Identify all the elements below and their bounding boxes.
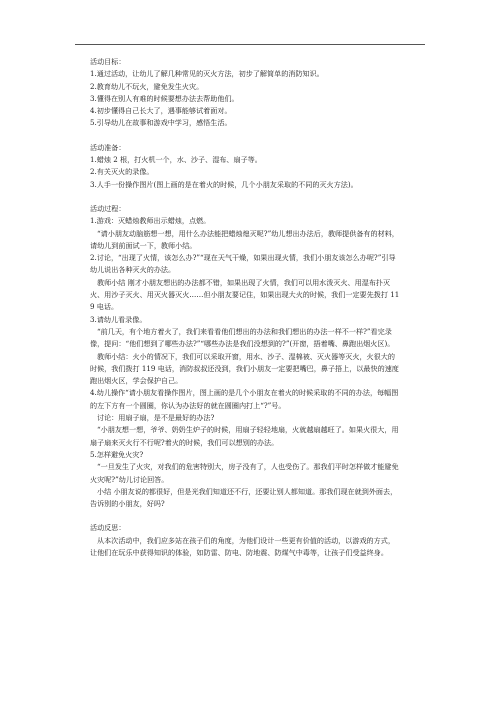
paragraph: 2.讨论，“出现了火情，该怎么办?”“现在天气干燥，如果出现火情，我们小朋友该怎么办呢?”引导幼儿说出各种灭火的办法。 bbox=[90, 253, 396, 275]
paragraph: “请小朋友动脑筋想一想，用什么办法能把蜡烛熄灭呢?”幼儿想出办法后，教师提供备有的材料，请幼儿到前面试一下，教师小结。 bbox=[90, 228, 399, 250]
paragraph: “一旦发生了火灾，对我们的危害特别大，房子没有了，人也受伤了。那我们平时怎样做才能避免火灾呢?”幼儿讨论回答。 bbox=[90, 462, 399, 484]
paragraph: “小朋友想一想，爷爷、奶奶生炉子的时候，用扇子轻轻地扇，火就越扇越旺了。如果火很大，用扇子扇来灭火行不行呢?着火的时候，我们可以想别的办法。 bbox=[90, 425, 399, 447]
paragraph: 3.人手一份操作图片(图上画的是在着火的时候，几个小朋友采取的不同的灭火方法)。 bbox=[90, 179, 358, 189]
paragraph: 3.懂得在别人有难的时候要想办法去帮助他们。 bbox=[90, 93, 239, 103]
section-process bbox=[90, 203, 402, 510]
section-goals bbox=[90, 56, 402, 130]
section-title: 活动反思： bbox=[90, 523, 126, 533]
paragraph: 4.初步懂得自己长大了，遇事能够试着面对。 bbox=[90, 106, 232, 116]
paragraph: 小结 小朋友说的都很好，但是光我们知道还不行，还要让别人都知道。那我们现在就到外面去，告诉别的小朋友，好吗? bbox=[90, 486, 398, 509]
paragraph: 5.怎样避免火灾? bbox=[90, 449, 144, 459]
section-title: 活动目标： bbox=[90, 57, 126, 66]
paragraph: 2.教育幼儿不玩火，避免发生火灾。 bbox=[90, 81, 204, 91]
paragraph: “前几天，有个地方着火了，我们来看看他们想出的办法和我们想出的办法一样不一样?”看完录像，提问：“他们想到了哪些办法?”“哪些办法是我们没想到的?”(开窗，捂着嘴、鼻跑出烟火区)。 bbox=[90, 326, 395, 349]
section-reflection bbox=[90, 522, 402, 559]
paragraph: 1.蜡烛 2 根，打火机一个，水、沙子、湿布、扇子等。 bbox=[90, 155, 262, 165]
paragraph: 教师小结：火小的情况下，我们可以采取开窗，用水、沙子、湿棉被、灭火器等灭火，火很大的时候，我们拨打 119 电话，消防叔叔还没到，我们小朋友一定要把嘴巴，鼻子捂上，以最快的速度跑出烟火区，学会保护自己。 bbox=[90, 351, 399, 386]
header-rule bbox=[75, 44, 425, 45]
section-title: 活动过程： bbox=[90, 203, 126, 213]
paragraph: 1.通过活动，让幼儿了解几种常见的灭火方法，初步了解简单的消防知识。 bbox=[90, 69, 324, 79]
paragraph: 2.有关灭火的录像。 bbox=[90, 167, 154, 177]
paragraph: 讨论：用扇子扇，是不是最好的办法? bbox=[97, 413, 215, 423]
paragraph: 4.幼儿操作“请小朋友看操作图片，图上画的是几个小朋友在着火的时候采取的不同的办法，每幅图的左下方有一个圆圈，你认为办法好的就在圆圈内打上“?”号。 bbox=[90, 388, 399, 410]
paragraph: 3.请幼儿看录像。 bbox=[90, 314, 147, 324]
paragraph: 1.游戏：灭蜡烛教师出示蜡烛，点燃。 bbox=[90, 216, 211, 226]
paragraph: 教师小结 刚才小朋友想出的办法都不错，如果出现了火情，我们可以用水泼灭火、用湿布扑灭火、用沙子灭火、用灭火器灭火……但小朋友要记住，如果出现大火的时候，我们一定要先拨打 119 电话。 bbox=[90, 277, 400, 312]
section-preparation bbox=[90, 142, 402, 191]
section-title: 活动准备： bbox=[90, 142, 126, 152]
paragraph: 5.引导幼儿在故事和游戏中学习，感悟生活。 bbox=[90, 118, 232, 128]
paragraph: 从本次活动中，我们应多站在孩子们的角度，为他们设计一些更有价值的活动，以游戏的方式，让他们在玩乐中获得知识的体验，如防雷、防电、防地震、防煤气中毒等，让孩子们受益终身。 bbox=[90, 535, 395, 557]
document-body bbox=[90, 56, 402, 559]
